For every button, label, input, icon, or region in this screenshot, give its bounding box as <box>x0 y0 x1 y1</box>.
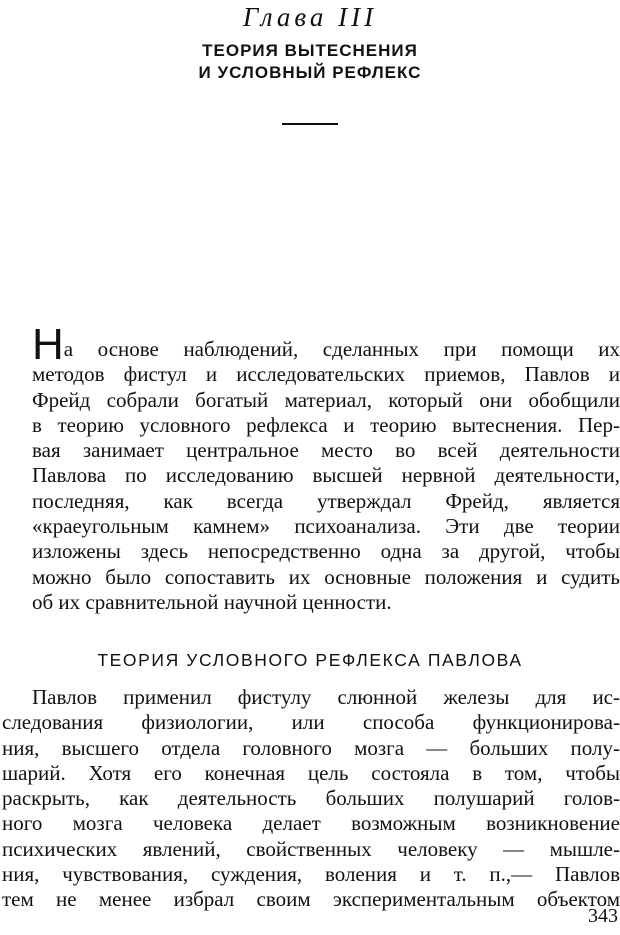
paragraph-line: Павлова по исследованию высшей нервной деятельности, <box>32 463 620 488</box>
paragraph-line: следования физиологии, или способа функционирова- <box>2 710 620 735</box>
paragraph-line: психических явлений, свойственных человеку — мышле- <box>2 836 620 861</box>
section-paragraph <box>2 685 620 913</box>
paragraph-line <box>32 320 620 369</box>
paragraph-line: можно было сопоставить их основные положения и судить <box>32 564 620 589</box>
chapter-label: Глава III <box>242 2 378 32</box>
paragraph-line: Павлов применил фистулу слюнной железы для ис- <box>32 685 620 709</box>
paragraph-line: ния, чувствования, суждения, воления и т. п.,— Павлов <box>2 862 620 887</box>
page-number: 343 <box>588 905 618 927</box>
paragraph-line-text: а основе наблюдений, сделанных при помощи их <box>63 337 620 361</box>
chapter-title <box>0 40 620 84</box>
paragraph-line: «краеугольным камнем» психоанализа. Эти две теории <box>32 514 620 539</box>
paragraph-line: методов фистул и исследовательских приемов, Павлов и <box>32 362 620 387</box>
paragraph-line: в теорию условного рефлекса и теорию вытеснения. Пер- <box>32 412 620 437</box>
paragraph-line: вая занимает центральное место во всей деятельности <box>32 438 620 463</box>
paragraph-line: ния, высшего отдела головного мозга — больших полу- <box>2 735 620 760</box>
chapter-title-line: И УСЛОВНЫЙ РЕФЛЕКС <box>198 63 422 82</box>
paragraph-line: изложены здесь непосредственно одна за другой, чтобы <box>32 539 620 564</box>
paragraph-line: раскрыть, как деятельность больших полушарий голов- <box>2 786 620 811</box>
paragraph-line: об их сравнительной научной ценности. <box>32 589 392 614</box>
drop-cap: Н <box>32 320 64 369</box>
chapter-divider <box>282 123 338 125</box>
paragraph-line: последняя, как всегда утверждал Фрейд, является <box>32 488 620 513</box>
paragraph-line: тем не менее избрал своим экспериментальным объектом <box>2 887 620 912</box>
section-heading: ТЕОРИЯ УСЛОВНОГО РЕФЛЕКСА ПАВЛОВА <box>97 650 523 670</box>
paragraph-line: ного мозга человека делает возможным возникновение <box>2 811 620 836</box>
paragraph-line: шарий. Хотя его конечная цель состояла в том, чтобы <box>2 760 620 785</box>
paragraph-line: Фрейд собрали богатый материал, который они обобщили <box>32 387 620 412</box>
chapter-title-line: ТЕОРИЯ ВЫТЕСНЕНИЯ <box>202 41 418 60</box>
intro-paragraph <box>32 320 620 615</box>
